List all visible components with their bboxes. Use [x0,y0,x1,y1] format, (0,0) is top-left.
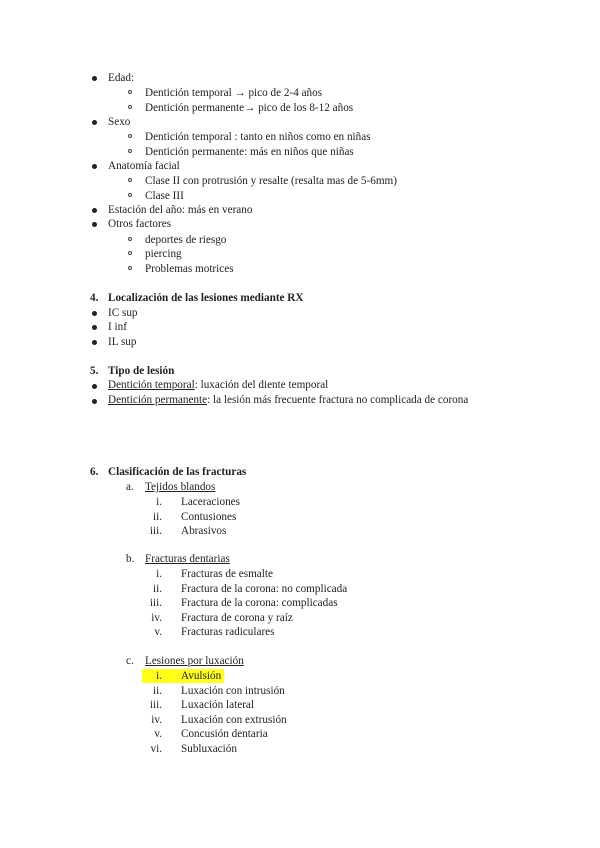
roman-numeral: iv. [151,612,162,624]
group-title: Fracturas dentarias [145,553,230,565]
sub-bullet [128,266,132,270]
sub-item: deportes de riesgo [145,234,227,246]
sub-bullet [128,178,132,182]
roman-numeral: vi. [150,743,162,755]
roman-numeral: v. [154,728,162,740]
bullet [92,164,97,169]
list-item: Fractura de la corona: complicadas [181,597,338,609]
roman-numeral: ii. [152,583,162,595]
list-item-otros: Otros factores [108,218,172,230]
section-title: Clasificación de las fracturas [108,466,247,478]
list-item-sexo: Sexo [108,116,131,128]
list-item: Contusiones [181,511,237,523]
sub-item: Clase II con protrusión y resalte (resalta mas de 5-6mm) [145,175,397,187]
roman-numeral: v. [154,626,162,638]
bullet [92,222,97,227]
bullet [92,399,97,404]
sub-item: Problemas motrices [145,263,234,275]
group-letter: c. [126,655,134,667]
list-item-estacion: Estación del año: más en verano [108,204,253,216]
sub-bullet [128,90,132,94]
sub-item: Clase III [145,190,184,202]
sub-bullet [128,134,132,138]
group-letter: b. [126,553,135,565]
bullet [92,76,97,81]
bullet [92,311,97,316]
sub-item: Dentición permanente: más en niños que niñas [145,146,354,158]
list-item [108,393,468,407]
list-item: Subluxación [181,743,237,755]
definition: : la lesión más frecuente fractura no complicada de corona [207,394,469,406]
section-number: 4. [90,292,99,304]
section-title: Localización de las lesiones mediante RX [108,292,304,304]
term: Dentición permanente [108,394,208,406]
list-item: Luxación con intrusión [181,685,285,697]
sub-item: Dentición temporal → pico de 2-4 años [145,87,323,99]
sub-item: Dentición permanente→ pico de los 8-12 años [145,102,354,114]
list-item: Luxación con extrusión [181,714,287,726]
sub-item: Dentición temporal : tanto en niños como en niñas [145,131,371,143]
sub-bullet [128,237,132,241]
group-title: Lesiones por luxación [145,655,244,667]
roman-numeral: ii. [152,685,162,697]
list-item: Laceraciones [181,496,241,508]
definition: : luxación del diente temporal [194,379,329,391]
roman-numeral: ii. [152,511,162,523]
bullet [92,384,97,389]
list-item [108,378,328,392]
sub-bullet [128,105,132,109]
list-item-anatomia: Anatomía facial [108,160,180,172]
list-item: Fracturas de esmalte [181,568,273,580]
roman-numeral: iv. [151,714,162,726]
sub-bullet [128,149,132,153]
section-title: Tipo de lesión [108,365,175,377]
list-item: Fracturas radiculares [181,626,275,638]
list-item-highlighted: Avulsión [181,670,222,682]
list-item: Abrasivos [181,525,227,537]
sub-bullet [128,193,132,197]
list-item: IL sup [108,336,137,348]
list-item: Luxación lateral [181,699,254,711]
roman-numeral: i. [156,568,162,580]
roman-numeral: iii. [149,699,162,711]
roman-numeral: i. [156,670,162,682]
roman-numeral: iii. [149,597,162,609]
term: Dentición temporal [108,379,195,391]
section-number: 6. [90,466,99,478]
bullet [92,325,97,330]
sub-item: piercing [145,248,182,260]
group-letter: a. [126,481,134,493]
roman-numeral: iii. [149,525,162,537]
section-number: 5. [90,365,99,377]
bullet [92,208,97,213]
list-item: Fractura de la corona: no complicada [181,583,348,595]
list-item-edad: Edad: [108,72,135,84]
list-item: Fractura de corona y raíz [181,612,293,624]
sub-bullet [128,251,132,255]
list-item: IC sup [108,307,138,319]
roman-numeral: i. [156,496,162,508]
group-title: Tejidos blandos [145,481,216,493]
list-item: Concusión dentaria [181,728,268,740]
bullet [92,340,97,345]
list-item: I inf [108,321,127,333]
bullet [92,120,97,125]
